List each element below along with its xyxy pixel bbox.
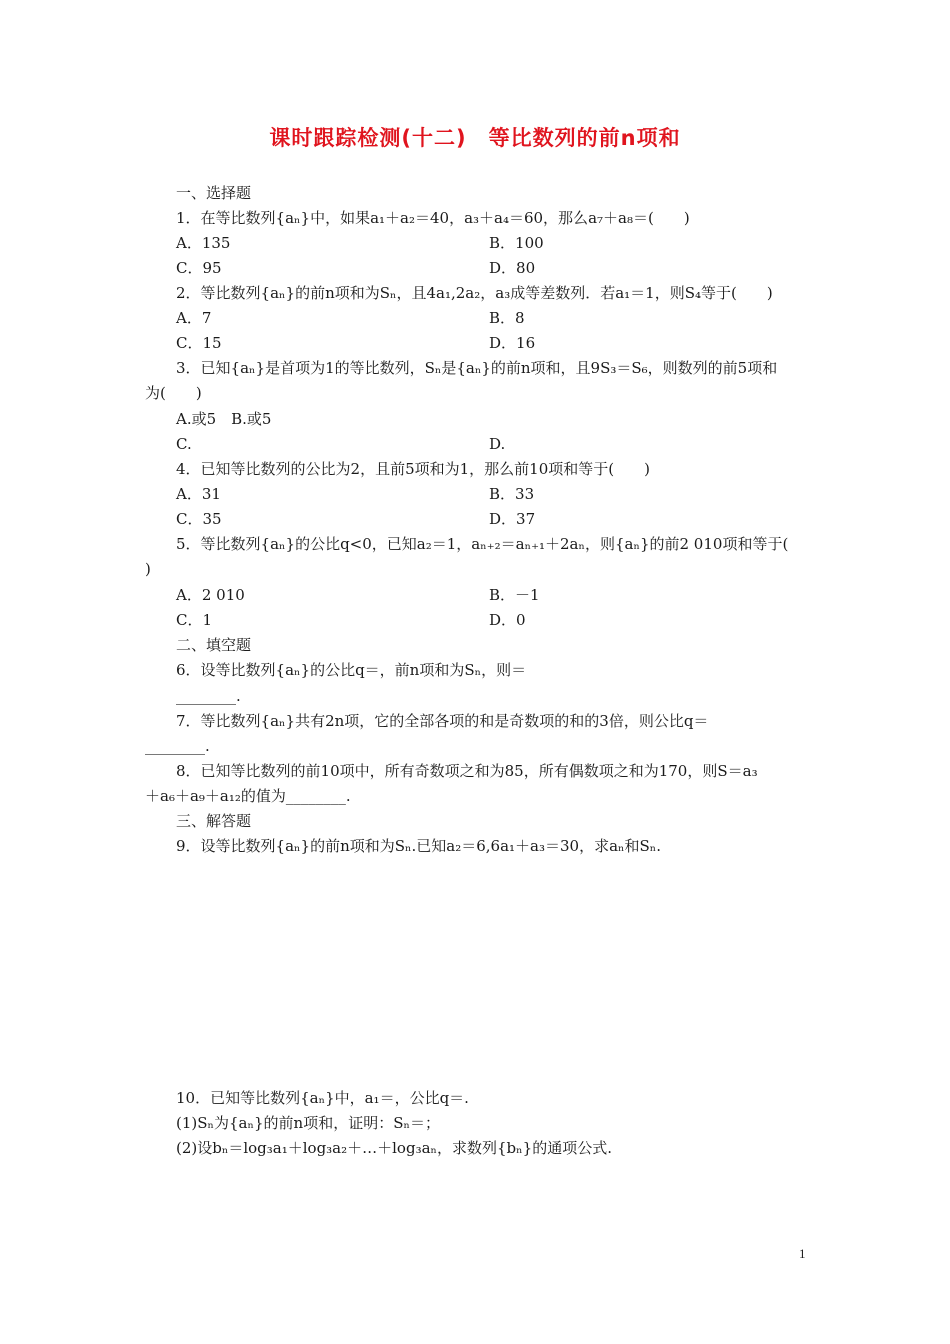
question-10-part-2: (2)设bₙ＝log₃a₁＋log₃a₂＋…＋log₃aₙ，求数列{bₙ}的通项公式.	[176, 1139, 612, 1157]
question-9: 9．设等比数列{aₙ}的前n项和为Sₙ.已知a₂＝6,6a₁＋a₃＝30，求aₙ和Sₙ.	[176, 837, 662, 855]
section-heading-fill: 二、填空题	[176, 636, 252, 654]
q5-option-a: A．2 010	[176, 586, 245, 604]
q2-option-b: B．8	[489, 309, 525, 327]
page-number: 1	[799, 1246, 806, 1261]
section-heading-choice: 一、选择题	[176, 184, 252, 202]
question-3: 3．已知{aₙ}是首项为1的等比数列，Sₙ是{aₙ}的前n项和，且9S₃＝S₆，则数列的前5项和	[176, 359, 778, 377]
q1-option-c: C．95	[176, 259, 222, 277]
question-4: 4．已知等比数列的公比为2，且前5项和为1，那么前10项和等于( )	[176, 460, 650, 478]
question-5: 5．等比数列{aₙ}的公比q<0，已知a₂＝1，aₙ₊₂＝aₙ₊₁＋2aₙ，则{aₙ}的前2 010项和等于(	[176, 535, 789, 553]
q2-option-c: C．15	[176, 334, 222, 352]
q1-option-a: A．135	[176, 234, 231, 252]
question-5-continued: )	[145, 560, 151, 578]
question-8: 8．已知等比数列的前10项中，所有奇数项之和为85，所有偶数项之和为170，则S＝a₃	[176, 762, 758, 780]
page-title: 课时跟踪检测(十二) 等比数列的前n项和	[269, 126, 681, 150]
q1-option-b: B．100	[489, 234, 544, 252]
q3-option-c: C.	[176, 435, 192, 453]
q4-option-a: A．31	[176, 485, 221, 503]
question-6-blank: ________.	[176, 687, 241, 705]
q4-option-d: D．37	[489, 510, 536, 528]
q4-option-c: C．35	[176, 510, 222, 528]
question-6: 6．设等比数列{aₙ}的公比q＝，前n项和为Sₙ，则＝	[176, 661, 527, 679]
q1-option-d: D．80	[489, 259, 536, 277]
question-2: 2．等比数列{aₙ}的前n项和为Sₙ，且4a₁,2a₂，a₃成等差数列．若a₁＝1，则S₄等于( )	[176, 284, 773, 302]
question-3-continued: 为( )	[145, 384, 202, 402]
q5-option-c: C．1	[176, 611, 213, 629]
q3-option-ab: A.或5 B.或5	[176, 410, 272, 428]
q2-option-a: A．7	[176, 309, 212, 327]
question-8-continued: ＋a₆＋a₉＋a₁₂的值为________.	[145, 787, 351, 805]
q3-option-d: D.	[489, 435, 506, 453]
q5-option-b: B．－1	[489, 586, 540, 604]
section-heading-answer: 三、解答题	[176, 812, 252, 830]
question-1: 1．在等比数列{aₙ}中，如果a₁＋a₂＝40，a₃＋a₄＝60，那么a₇＋a₈＝( )	[176, 209, 690, 227]
q4-option-b: B．33	[489, 485, 535, 503]
question-7-blank: ________.	[145, 737, 210, 755]
question-7: 7．等比数列{aₙ}共有2n项，它的全部各项的和是奇数项的和的3倍，则公比q＝	[176, 712, 709, 730]
question-10: 10．已知等比数列{aₙ}中，a₁＝，公比q＝.	[176, 1089, 469, 1107]
question-10-part-1: (1)Sₙ为{aₙ}的前n项和，证明：Sₙ＝；	[176, 1114, 440, 1132]
q2-option-d: D．16	[489, 334, 536, 352]
q5-option-d: D．0	[489, 611, 526, 629]
